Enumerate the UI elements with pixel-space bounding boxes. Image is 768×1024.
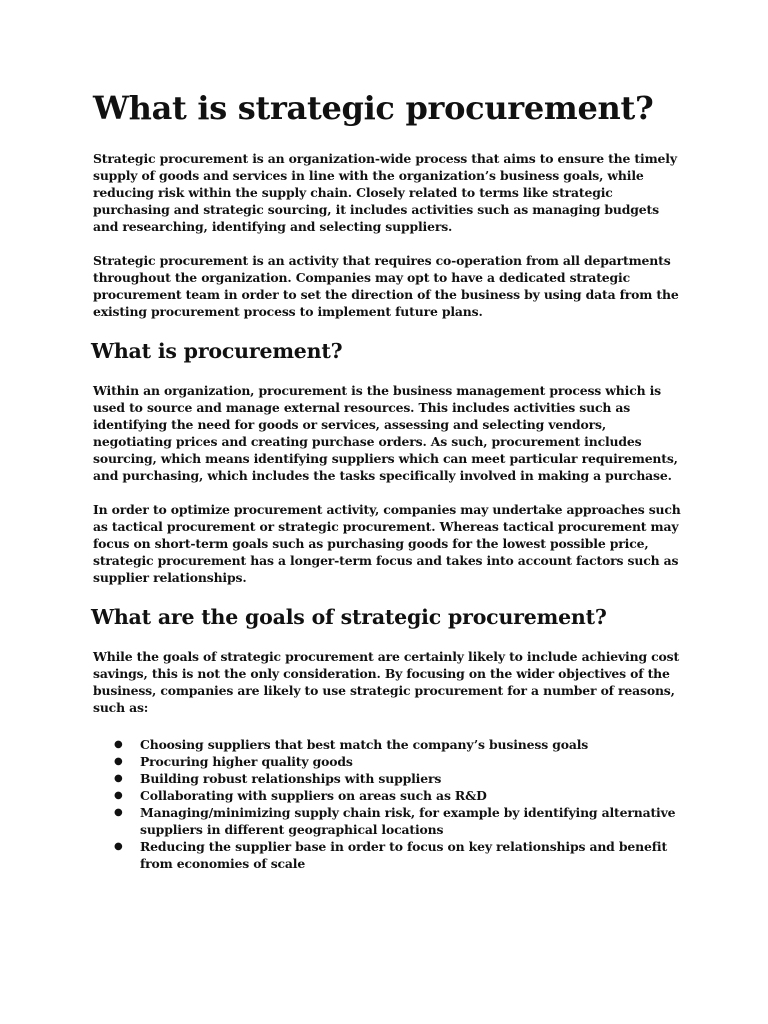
section-heading-goals: What are the goals of strategic procurement?: [91, 605, 607, 629]
list-item-text: Reducing the supplier base in order to focus on key relationships and benefit from economies of scale: [140, 839, 668, 871]
list-item: [93, 804, 682, 838]
procurement-paragraph-1: Within an organization, procurement is the business management process which is used to source and manage external resources. This includes activities such as identifying the need for goods or services, assessing and selecting vendors, negotiating prices and creating purchase orders. As such, procurement includes sourcing, which means identifying suppliers which can meet particular requirements, and purchasing, which includes the tasks specifically involved in making a purchase.: [93, 383, 678, 483]
list-item-text: Procuring higher quality goods: [140, 754, 353, 769]
list-item: [93, 787, 682, 804]
list-item-text: Collaborating with suppliers on areas such as R&D: [140, 788, 487, 803]
bullet-icon: ●: [114, 807, 123, 818]
list-item: [93, 770, 682, 787]
list-item-text: Choosing suppliers that best match the company’s business goals: [140, 737, 589, 752]
list-item: [93, 838, 682, 872]
list-item-text: Managing/minimizing supply chain risk, for example by identifying alternative suppliers in different geographical locations: [140, 805, 676, 837]
list-item: [93, 736, 682, 753]
goals-paragraph: While the goals of strategic procurement are certainly likely to include achieving cost savings, this is not the only consideration. By focusing on the wider objectives of the business, companies are likely to use strategic procurement for a number of reasons, such as:: [93, 649, 680, 715]
bullet-icon: ●: [114, 841, 123, 852]
bullet-icon: ●: [114, 790, 123, 801]
bullet-icon: ●: [114, 739, 123, 750]
bullet-icon: ●: [114, 756, 123, 767]
section-heading-procurement: What is procurement?: [91, 339, 343, 363]
list-item: [93, 753, 682, 770]
procurement-paragraph-2: In order to optimize procurement activity, companies may undertake approaches such as tactical procurement or strategic procurement. Whereas tactical procurement may focus on short-term goals such as purchasing goods for the lowest possible price, strategic procurement has a longer-term focus and takes into account factors such as supplier relationships.: [93, 502, 681, 585]
bullet-icon: ●: [114, 773, 123, 784]
goals-list: [93, 736, 682, 872]
list-item-text: Building robust relationships with suppliers: [140, 771, 442, 786]
intro-paragraph-1: Strategic procurement is an organization-wide process that aims to ensure the timely supply of goods and services in line with the organization’s business goals, while reducing risk within the supply chain. Closely related to terms like strategic purchasing and strategic sourcing, it includes activities such as managing budgets and researching, identifying and selecting suppliers.: [93, 151, 677, 234]
page-title: What is strategic procurement?: [93, 89, 654, 127]
intro-paragraph-2: Strategic procurement is an activity that requires co-operation from all departments throughout the organization. Companies may opt to have a dedicated strategic procurement team in order to set the direction of the business by using data from the existing procurement process to implement future plans.: [93, 253, 679, 319]
